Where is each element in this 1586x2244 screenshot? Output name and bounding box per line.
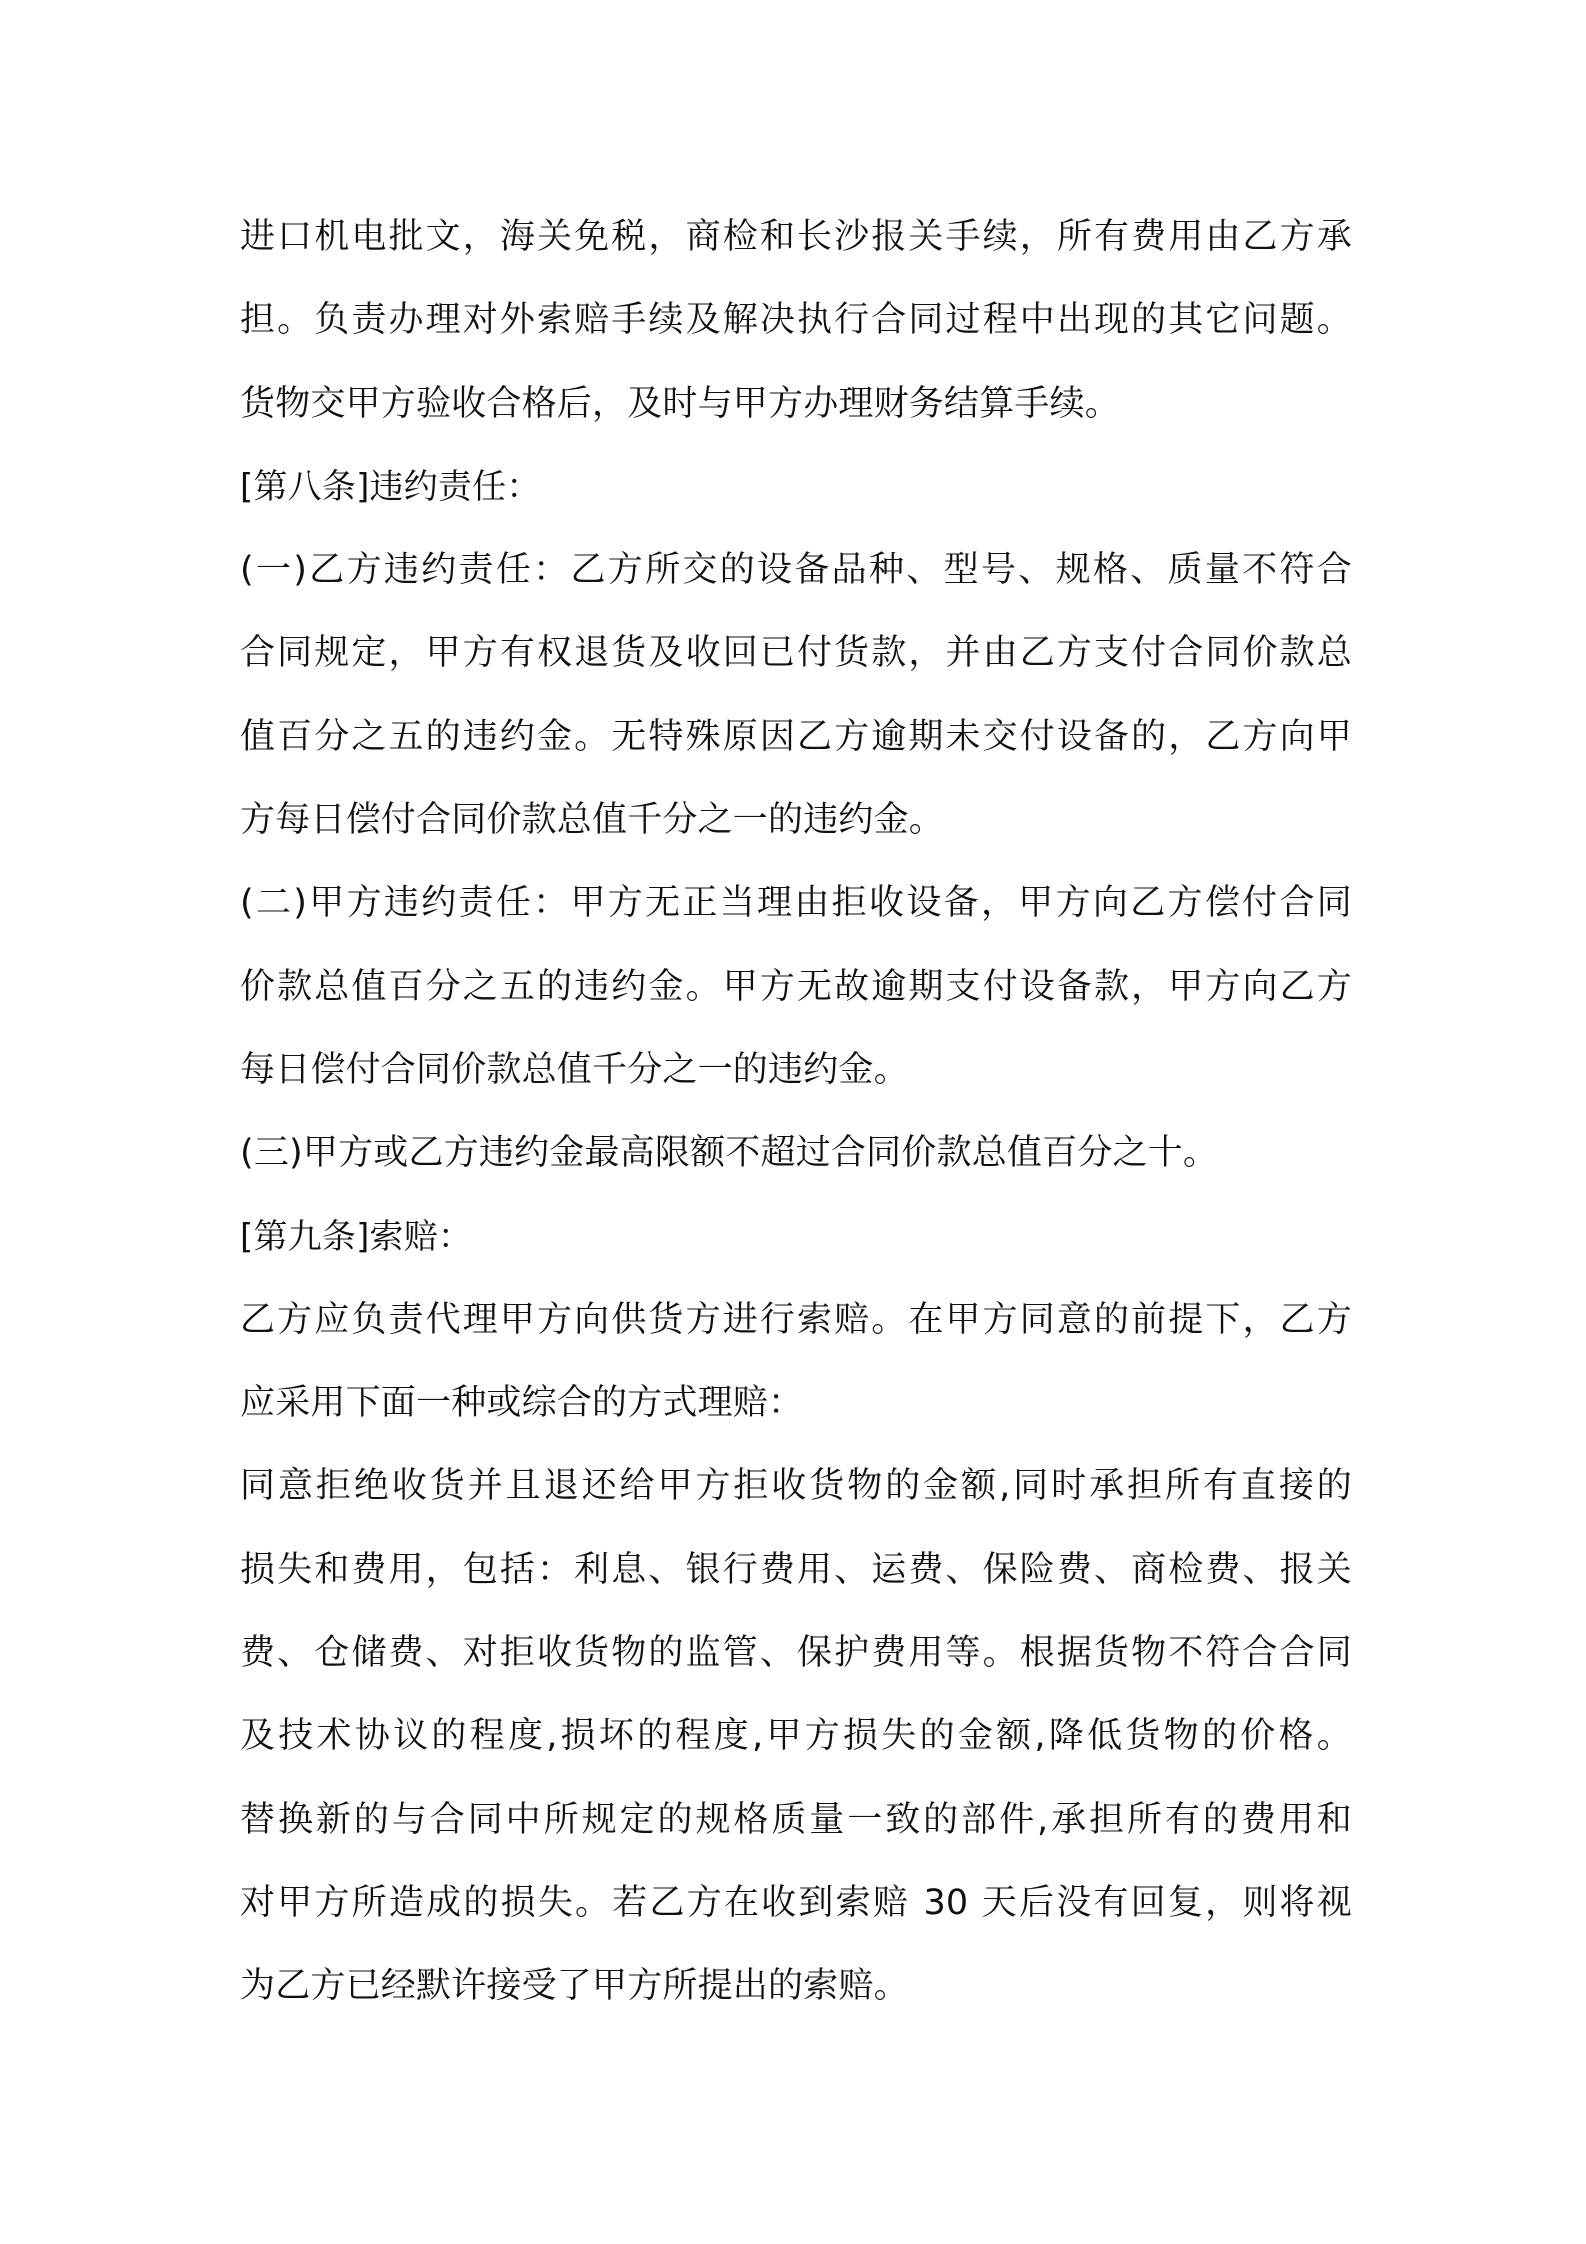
text-line-15: 应采用下面一种或综合的方式理赔： bbox=[240, 1383, 804, 1424]
text-line-16: 同意拒绝收货并且退还给甲方拒收货物的金额,同时承担所有直接的 bbox=[240, 1466, 1352, 1507]
text-line-18: 费、仓储费、对拒收货物的监管、保护费用等。根据货物不符合合同 bbox=[240, 1633, 1352, 1674]
document-page bbox=[240, 196, 1352, 2029]
text-line-2: 担。负责办理对外索赔手续及解决执行合同过程中出现的其它问题。 bbox=[240, 300, 1352, 341]
section-heading-article-8: [第八条]违约责任： bbox=[240, 466, 541, 507]
text-line-10: 价款总值百分之五的违约金。甲方无故逾期支付设备款，甲方向乙方 bbox=[240, 966, 1352, 1007]
text-line-19: 及技术协议的程度,损坏的程度,甲方损失的金额,降低货物的价格。 bbox=[240, 1716, 1352, 1757]
text-line-8: 方每日偿付合同价款总值千分之一的违约金。 bbox=[240, 800, 945, 841]
text-line-6: 合同规定，甲方有权退货及收回已付货款，并由乙方支付合同价款总 bbox=[240, 633, 1352, 674]
text-line-7: 值百分之五的违约金。无特殊原因乙方逾期未交付设备的，乙方向甲 bbox=[240, 716, 1352, 757]
text-line-11: 每日偿付合同价款总值千分之一的违约金。 bbox=[240, 1049, 909, 1090]
text-line-3: 货物交甲方验收合格后，及时与甲方办理财务结算手续。 bbox=[240, 383, 1121, 424]
text-line-12: (三)甲方或乙方违约金最高限额不超过合同价款总值百分之十。 bbox=[240, 1133, 1219, 1174]
text-line-9: (二)甲方违约责任：甲方无正当理由拒收设备，甲方向乙方偿付合同 bbox=[240, 883, 1352, 924]
text-line-22: 为乙方已经默许接受了甲方所提出的索赔。 bbox=[240, 1966, 909, 2007]
text-line-5: (一)乙方违约责任：乙方所交的设备品种、型号、规格、质量不符合 bbox=[240, 550, 1352, 591]
text-line-14: 乙方应负责代理甲方向供货方进行索赔。在甲方同意的前提下，乙方 bbox=[240, 1299, 1352, 1340]
text-line-20: 替换新的与合同中所规定的规格质量一致的部件,承担所有的费用和 bbox=[240, 1799, 1352, 1840]
text-line-17: 损失和费用，包括：利息、银行费用、运费、保险费、商检费、报关 bbox=[240, 1549, 1352, 1590]
text-line-21: 对甲方所造成的损失。若乙方在收到索赔 30 天后没有回复，则将视 bbox=[240, 1882, 1352, 1923]
text-line-1: 进口机电批文，海关免税，商检和长沙报关手续，所有费用由乙方承 bbox=[240, 217, 1352, 257]
section-heading-article-9: [第九条]索赔： bbox=[240, 1216, 473, 1257]
